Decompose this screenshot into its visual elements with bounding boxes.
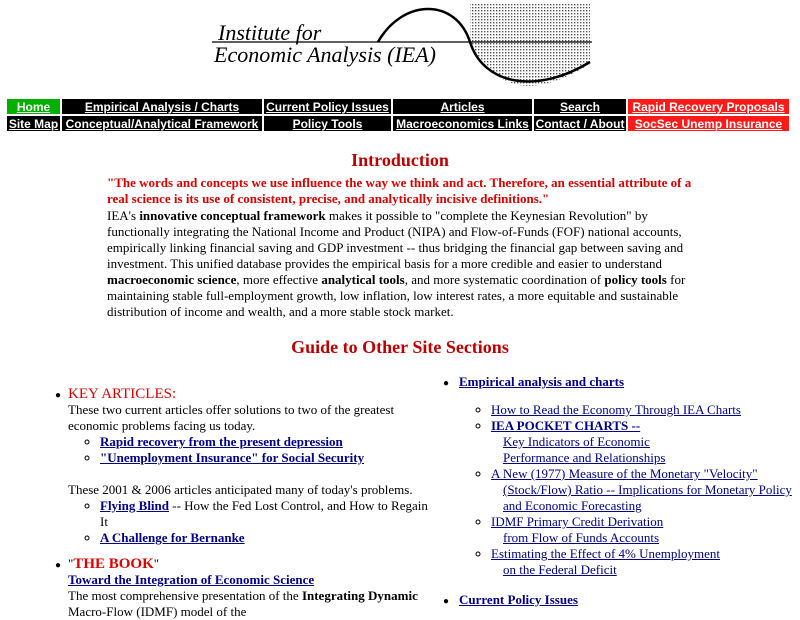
link-idmf-primary-credit[interactable]: IDMF Primary Credit Derivation <box>491 514 664 529</box>
key-articles-description: These two current articles offer solutions to two of the greatest economic problems facing us today. <box>68 402 395 433</box>
list-item <box>491 418 800 466</box>
main-navigation <box>7 99 789 133</box>
link-empirical-analysis-charts[interactable]: Empirical analysis and charts <box>459 374 625 389</box>
list-item <box>100 434 432 450</box>
intro-bold-macroeconomic-science: macroeconomic science <box>107 272 237 287</box>
book-desc-text: The most comprehensive presentation of the <box>68 588 302 603</box>
link-pocket-charts-line2[interactable]: Key Indicators of Economic <box>503 434 650 449</box>
link-flying-blind[interactable]: Flying Blind <box>100 498 169 513</box>
nav-home[interactable]: Home <box>7 99 60 114</box>
link-toward-integration-economic-science[interactable]: Toward the Integration of Economic Science <box>68 572 315 587</box>
nav-row-1 <box>7 99 789 114</box>
flying-blind-subtitle: -- How the Fed Lost Control, and How to Regain It <box>100 498 428 529</box>
intro-text: IEA's <box>107 208 140 223</box>
bullet-disc: ● <box>55 560 62 571</box>
anticipated-articles-list <box>68 498 432 546</box>
book-quote-open: " <box>68 556 74 571</box>
anticipated-articles-description: These 2001 & 2006 articles anticipated many of today's problems. <box>68 482 413 497</box>
list-item <box>491 466 800 514</box>
intro-text: makes it possible to "complete the Keynesian Revolution" by functionally integrating the National Income and Product (NIPA) and Flow-of-Funds (FOF) national accounts, empirically linking financial saving and GDP investment -- thus bridging the financial gap between saving and investment. This unified database provides the empirical basis for a more credible and easier to understand <box>107 208 684 271</box>
link-challenge-for-bernanke[interactable]: A Challenge for Bernanke <box>100 530 245 545</box>
bullet-disc: ● <box>443 378 450 389</box>
book-description <box>68 588 432 604</box>
the-book-section <box>52 556 432 620</box>
the-book-heading <box>68 556 432 572</box>
nav-macroeconomics-links[interactable]: Macroeconomics Links <box>393 116 532 131</box>
key-articles-list <box>68 434 432 466</box>
right-column <box>440 374 800 608</box>
link-how-to-read-economy[interactable]: How to Read the Economy Through IEA Charts <box>491 402 741 417</box>
link-velocity-line3[interactable]: and Economic Forecasting <box>503 498 642 513</box>
guide-heading: Guide to Other Site Sections <box>291 337 509 357</box>
nav-contact-about[interactable]: Contact / About <box>535 117 625 131</box>
empirical-analysis-section <box>440 374 800 578</box>
link-current-policy-issues[interactable]: Current Policy Issues <box>459 592 578 607</box>
link-estimating-unemployment[interactable]: Estimating the Effect of 4% Unemployment <box>491 546 721 561</box>
nav-policy-tools[interactable]: Policy Tools <box>264 116 391 131</box>
intro-text: , and more systematic coordination of <box>404 272 605 287</box>
intro-bold-analytical-tools: analytical tools <box>321 272 405 287</box>
nav-empirical-analysis-charts[interactable]: Empirical Analysis / Charts <box>62 99 262 114</box>
left-column <box>52 386 432 620</box>
link-pocket-charts-line3[interactable]: Performance and Relationships <box>503 450 666 465</box>
bullet-disc: ● <box>55 390 62 401</box>
key-articles-section <box>52 386 432 546</box>
book-desc-bold: Integrating Dynamic <box>301 588 418 603</box>
iea-logo <box>208 4 592 96</box>
link-idmf-line2[interactable]: from Flow of Funds Accounts <box>503 530 659 545</box>
nav-rapid-recovery-proposals[interactable]: Rapid Recovery Proposals <box>628 99 789 114</box>
logo-text-line2: Economic Analysis (IEA) <box>214 42 436 67</box>
link-iea-pocket-charts[interactable]: IEA POCKET CHARTS -- <box>491 418 641 433</box>
link-unemployment-insurance[interactable]: "Unemployment Insurance" for Social Security <box>100 450 365 465</box>
link-rapid-recovery[interactable]: Rapid recovery from the present depression <box>100 434 343 449</box>
list-item <box>491 546 800 578</box>
book-title: THE BOOK <box>73 556 154 572</box>
intro-text: , more effective <box>236 272 322 287</box>
nav-current-policy-issues[interactable]: Current Policy Issues <box>264 99 391 114</box>
logo-text-line1: Institute for <box>218 20 322 45</box>
introduction-body <box>107 208 697 320</box>
nav-socsec-unemp-insurance[interactable]: SocSec Unemp Insurance <box>628 116 789 131</box>
nav-conceptual-analytical-framework[interactable]: Conceptual/Analytical Framework <box>62 116 262 131</box>
list-item <box>100 450 432 466</box>
intro-text: for maintaining stable full-employment growth, low inflation, low interest rates, a more equitable and sustainable distribution of income and wealth, and a more stable stock market. <box>107 272 686 319</box>
nav-site-map[interactable]: Site Map <box>8 117 59 131</box>
nav-row-2 <box>7 116 789 131</box>
list-item <box>100 498 432 530</box>
intro-bold-conceptual-framework: innovative conceptual framework <box>139 208 326 223</box>
book-quote-close: " <box>153 556 160 571</box>
nav-articles[interactable]: Articles <box>393 99 532 114</box>
current-policy-section <box>440 592 800 608</box>
list-item <box>100 530 432 546</box>
link-monetary-velocity[interactable]: A New (1977) Measure of the Monetary "Velocity" <box>491 466 758 481</box>
introduction-heading: Introduction <box>351 150 449 170</box>
book-description-cut: Macro-Flow (IDMF) model of the <box>68 604 247 619</box>
empirical-links-list <box>459 402 800 578</box>
introduction-quote: "The words and concepts we use influence the way we think and act. Therefore, an essential attribute of a real science is its use of consistent, precise, and analytically incisive definitions." <box>107 175 692 206</box>
list-item <box>491 514 800 546</box>
nav-search[interactable]: Search <box>534 99 626 114</box>
link-velocity-line2[interactable]: (Stock/Flow) Ratio -- Implications for Monetary Policy <box>503 482 792 497</box>
list-item <box>491 402 800 418</box>
intro-bold-policy-tools: policy tools <box>604 272 667 287</box>
key-articles-heading: KEY ARTICLES: <box>68 386 177 402</box>
link-estimating-line2[interactable]: on the Federal Deficit <box>503 562 617 577</box>
bullet-disc: ● <box>443 596 450 607</box>
